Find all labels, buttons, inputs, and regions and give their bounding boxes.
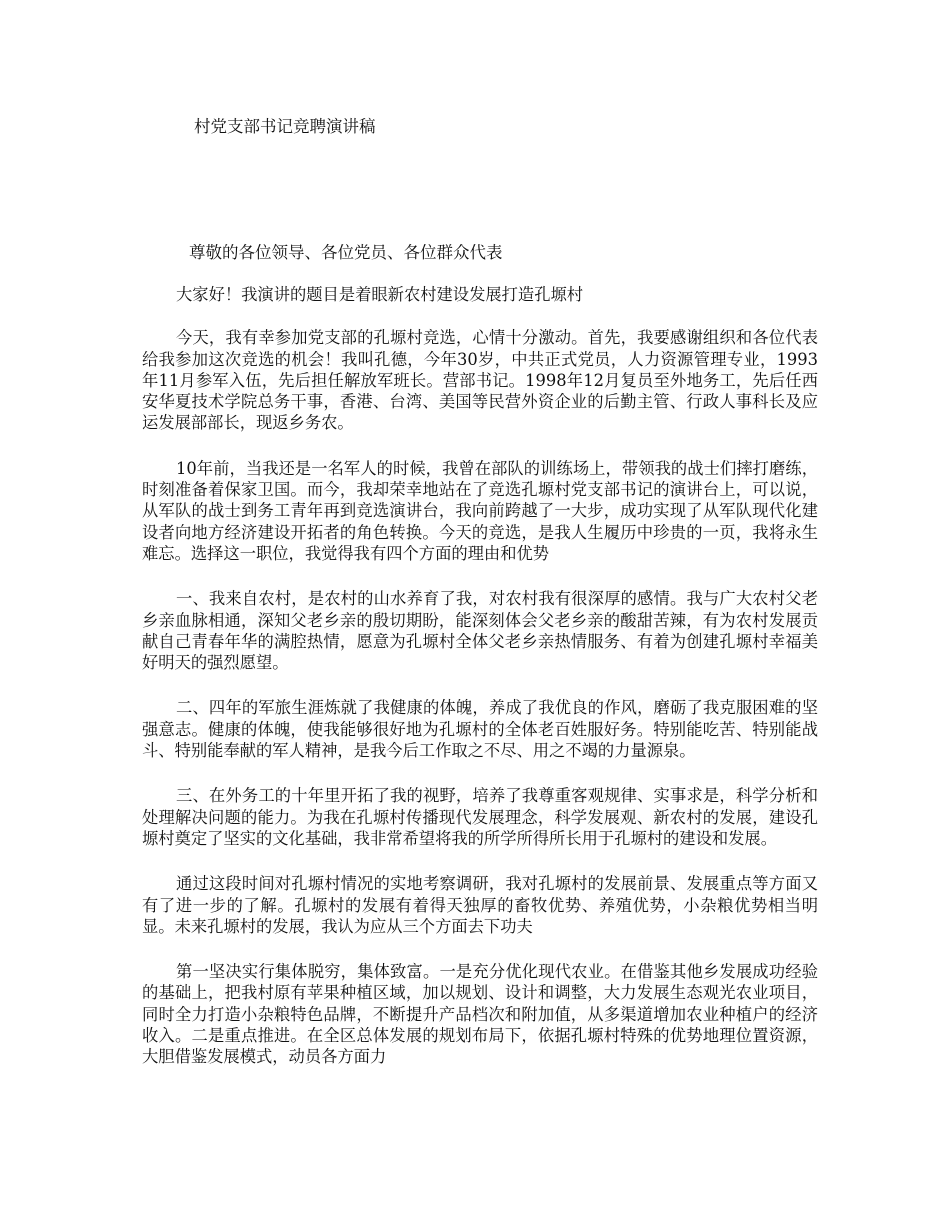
paragraph-plan-one: 第一坚决实行集体脱穷，集体致富。一是充分优化现代农业。在借鉴其他乡发展成功经验的基础上，把我村原有苹果种植区域，加以规划、设计和调整，大力发展生态观光农业项目，同时全力打造小杂粮特色品牌，不断提升产品档次和附加值，从多渠道增加农业种植户的经济收入。二是重点推进。在全区总体发展的规划布局下，依据孔塬村特殊的优势地理位置资源，大胆借鉴发展模式，动员各方面力 <box>142 962 818 1067</box>
document-body <box>142 284 818 1092</box>
paragraph-reason-two: 二、四年的军旅生涯炼就了我健康的体魄，养成了我优良的作风，磨砺了我克服困难的坚强意志。健康的体魄，使我能够很好地为孔塬村的全体老百姓服好务。特别能吃苦、特别能战斗、特别能奉献的军人精神，是我今后工作取之不尽、用之不竭的力量源泉。 <box>142 698 818 761</box>
paragraph-background: 10年前，当我还是一名军人的时候，我曾在部队的训练场上，带领我的战士们摔打磨练，时刻准备着保家卫国。而今，我却荣幸地站在了竞选孔塬村党支部书记的演讲台上，可以说，从军队的战士到务工青年再到竞选演讲台，我向前跨越了一大步，成功实现了从军队现代化建设者向地方经济建设开拓者的角色转换。今天的竞选，是我人生履历中珍贵的一页，我将永生难忘。选择这一职位，我觉得我有四个方面的理由和优势 <box>142 458 818 563</box>
paragraph-introduction: 今天，我有幸参加党支部的孔塬村竞选，心情十分激动。首先，我要感谢组织和各位代表给我参加这次竞选的机会！我叫孔德，今年30岁，中共正式党员，人力资源管理专业，1993年11月参军入伍，先后担任解放军班长。营部书记。1998年12月复员至外地务工，先后任西安华夏技术学院总务干事，香港、台湾、美国等民营外资企业的后勤主管、行政人事科长及应运发展部部长，现返乡务农。 <box>142 328 818 433</box>
paragraph-survey: 通过这段时间对孔塬村情况的实地考察调研，我对孔塬村的发展前景、发展重点等方面又有了进一步的了解。孔塬村的发展有着得天独厚的畜牧优势、养殖优势，小杂粮优势相当明显。未来孔塬村的发展，我认为应从三个方面去下功夫 <box>142 874 818 936</box>
paragraph-reason-three: 三、在外务工的十年里开拓了我的视野，培养了我尊重客观规律、实事求是，科学分析和处理解决问题的能力。为我在孔塬村传播现代发展理念，科学发展观、新农村的发展，建设孔塬村奠定了坚实的文化基础，我非常希望将我的所学所得所长用于孔塬村的建设和发展。 <box>142 786 818 848</box>
paragraph-greeting: 大家好！我演讲的题目是着眼新农村建设发展打造孔塬村 <box>176 285 584 304</box>
salutation: 尊敬的各位领导、各位党员、各位群众代表 <box>189 243 503 262</box>
document-title: 村党支部书记竞聘演讲稿 <box>194 117 376 136</box>
paragraph-reason-one: 一、我来自农村，是农村的山水养育了我，对农村我有很深厚的感情。我与广大农村父老乡亲血脉相通，深知父老乡亲的殷切期盼，能深刻体会父老乡亲的酸甜苦辣，有为农村发展贡献自己青春年华的满腔热情，愿意为孔塬村全体父老乡亲热情服务、有着为创建孔塬村幸福美好明天的强烈愿望。 <box>142 589 818 673</box>
